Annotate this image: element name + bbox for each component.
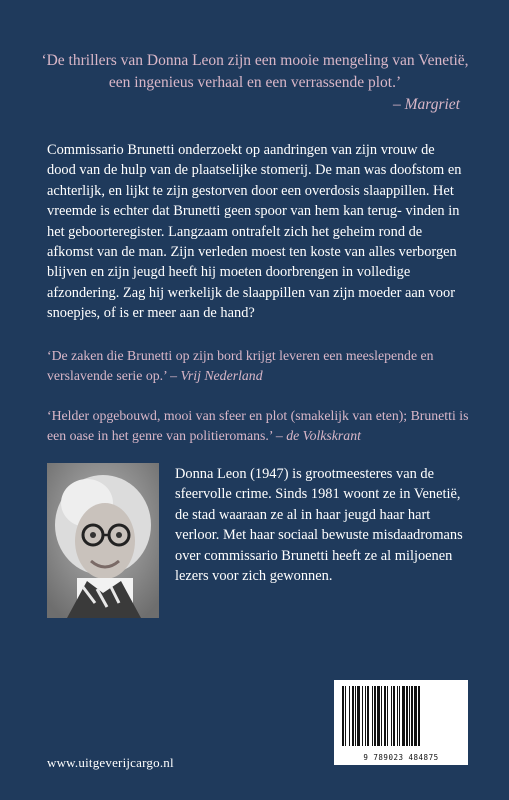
quote-3-text: ‘Helder opgebouwd, mooi van sfeer en plot (smakelijk van eten); Brunetti is een oase in het genre van politieromans.’ <box>47 408 469 443</box>
author-bio: Donna Leon (1947) is grootmeesteres van de sfeervolle crime. Sinds 1981 woont ze in Venetië, de stad waaraan ze al in haar jeugd haar hart verloor. Met haar sociaal bewuste misdaadromans over commissario Brunetti heeft ze al miljoenen lezers voor zich gewonnen. <box>175 466 463 585</box>
review-quote-volkskrant <box>47 406 477 446</box>
publisher-url: www.uitgeverijcargo.nl <box>47 755 174 770</box>
review-quote-vrij-nederland <box>47 346 477 386</box>
isbn-number: 9 789023 484875 <box>363 753 439 762</box>
quote-3-source: – de Volkskrant <box>275 428 361 443</box>
quote-2-text: ‘De zaken die Brunetti op zijn bord krijgt leveren een meeslepende en verslavende serie op.’ <box>47 348 434 383</box>
barcode-icon <box>334 680 468 752</box>
author-photo <box>47 463 159 618</box>
top-quote-text: ‘De thrillers van Donna Leon zijn een mooie mengeling van Venetië, een ingenieus verhaal en een verrassende plot.’ <box>41 52 469 91</box>
quote-2-source: – Vrij Nederland <box>170 368 263 383</box>
book-synopsis: Commissario Brunetti onderzoekt op aandringen van zijn vrouw de dood van de hulp van de plaatselijke stomerij. De man was doofstom en achterlijk, en lijkt te zijn gestorven door een overdosis slaappillen. Het vreemde is echter dat Brunetti geen spoor van hem kan terug- vinden in het geboorteregister. Langzaam ontrafelt zich het geheim rond de afkomst van de man. Zijn verleden moest ten koste van alles verborgen blijven en zijn jeugd heeft hij moeten doorbrengen in volledige afzondering. Zag hij werkelijk de slaappillen van zijn moeder aan voor snoepjes, of is er meer aan de hand? <box>47 142 462 322</box>
isbn-barcode <box>334 680 468 765</box>
top-quote-source: – Margriet <box>392 96 460 113</box>
top-review-quote <box>40 50 470 116</box>
author-portrait-image <box>47 463 159 618</box>
